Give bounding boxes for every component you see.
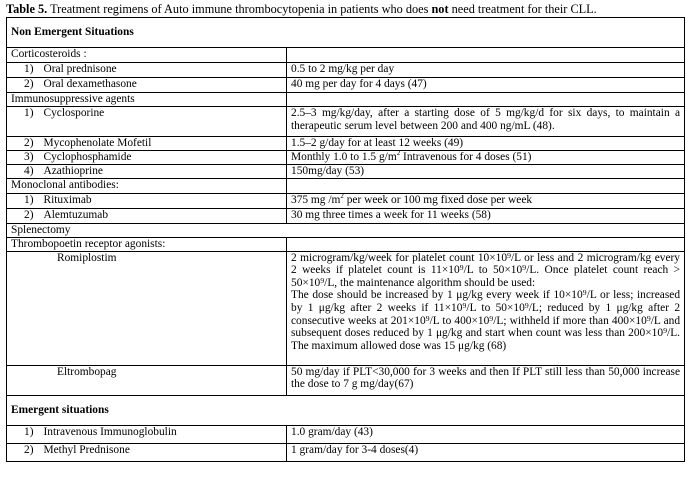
group-label: Thrombopoetin receptor agonists: bbox=[7, 238, 287, 252]
row-number: 1) bbox=[7, 425, 39, 443]
treatment-table bbox=[6, 17, 685, 462]
table-row bbox=[7, 425, 685, 443]
dose-value bbox=[287, 151, 685, 165]
superscript: 2 bbox=[396, 149, 401, 157]
drug-name: Mycophenolate Mofetil bbox=[39, 137, 287, 151]
empty-cell bbox=[287, 179, 685, 194]
dose-value: 1.5–2 g/day for at least 12 weeks (49) bbox=[287, 137, 685, 151]
drug-name: Methyl Prednisone bbox=[39, 443, 287, 461]
group-row-tpo bbox=[7, 238, 685, 252]
row-number: 2) bbox=[7, 209, 39, 224]
row-number: 1) bbox=[7, 107, 39, 137]
dose-value: 2.5–3 mg/kg/day, after a starting dose of 5 mg/kg/d for six days, to maintain a therapeutic serum level between 200 and 400 ng/mL (48). bbox=[287, 107, 685, 137]
dose-text: per week or 100 mg fixed dose per week bbox=[343, 194, 533, 206]
table-row bbox=[7, 165, 685, 179]
dose-value bbox=[287, 194, 685, 209]
dose-paragraph: The dose should be increased by 1 μg/kg every week if 10×10⁹/L or less; increased by 1 μg/kg after 2 weeks if 11×10⁹/L to 50×10⁹/L; reduced by 1 μg/kg after 2 consecutive weeks at 201×10⁹/L to 400×10⁹/L; withheld if more than 400×10⁹/L and subsequent doses reduced by 1 μg/kg and start when count was less than 200×10⁹/L. The maximum allowed dose was 15 μg/kg (68) bbox=[291, 289, 681, 352]
dose-value: 150mg/day (53) bbox=[287, 165, 685, 179]
row-number: 1) bbox=[7, 194, 39, 209]
section-row-non-emergent bbox=[7, 18, 685, 48]
section-row-emergent bbox=[7, 395, 685, 425]
table-row bbox=[7, 365, 685, 395]
drug-name: Oral dexamethasone bbox=[39, 78, 287, 93]
caption-bold-word: not bbox=[431, 2, 449, 16]
empty-cell bbox=[287, 48, 685, 63]
drug-name: Cyclophosphamide bbox=[39, 151, 287, 165]
drug-name: Azathioprine bbox=[39, 165, 287, 179]
dose-value: 30 mg three times a week for 11 weeks (58) bbox=[287, 209, 685, 224]
dose-text: Intravenous for 4 doses (51) bbox=[400, 151, 532, 163]
dose-value: 0.5 to 2 mg/kg per day bbox=[287, 63, 685, 78]
drug-name: Eltrombopag bbox=[7, 365, 287, 395]
section-heading: Non Emergent Situations bbox=[7, 18, 685, 48]
table-row bbox=[7, 194, 685, 209]
group-label: Immunosuppressive agents bbox=[7, 93, 287, 107]
table-row bbox=[7, 137, 685, 151]
drug-name: Rituximab bbox=[39, 194, 287, 209]
table-row bbox=[7, 151, 685, 165]
dose-value: 1 gram/day for 3-4 doses(4) bbox=[287, 443, 685, 461]
row-number: 2) bbox=[7, 137, 39, 151]
empty-cell bbox=[287, 93, 685, 107]
caption-text-after: need treatment for their CLL. bbox=[448, 2, 597, 16]
group-row-monoclonal bbox=[7, 179, 685, 194]
dose-value: 50 mg/day if PLT<30,000 for 3 weeks and then If PLT still less than 50,000 increase the dose to 7 g mg/day(67) bbox=[287, 365, 685, 395]
row-number: 3) bbox=[7, 151, 39, 165]
row-number: 2) bbox=[7, 78, 39, 93]
row-number: 2) bbox=[7, 443, 39, 461]
dose-text: 375 mg /m bbox=[291, 194, 341, 206]
dose-value: 1.0 gram/day (43) bbox=[287, 425, 685, 443]
row-number: 1) bbox=[7, 63, 39, 78]
group-row-splenectomy bbox=[7, 224, 685, 238]
caption-label: Table 5. bbox=[6, 2, 48, 16]
caption-text-before: Treatment regimens of Auto immune thrombocytopenia in patients who does bbox=[47, 2, 432, 16]
group-label: Monoclonal antibodies: bbox=[7, 179, 287, 194]
group-row-immunosuppressive bbox=[7, 93, 685, 107]
drug-name: Cyclosporine bbox=[39, 107, 287, 137]
table-row bbox=[7, 107, 685, 137]
section-heading: Emergent situations bbox=[7, 395, 685, 425]
empty-cell bbox=[287, 238, 685, 252]
drug-name: Oral prednisone bbox=[39, 63, 287, 78]
group-label: Corticosteroids : bbox=[7, 48, 287, 63]
table-row bbox=[7, 443, 685, 461]
drug-name: Intravenous Immunoglobulin bbox=[39, 425, 287, 443]
table-row bbox=[7, 78, 685, 93]
dose-value: 40 mg per day for 4 days (47) bbox=[287, 78, 685, 93]
table-row bbox=[7, 63, 685, 78]
group-label: Splenectomy bbox=[7, 224, 685, 238]
table-caption bbox=[6, 2, 597, 16]
dose-text: Monthly 1.0 to 1.5 g/m bbox=[291, 151, 397, 163]
table-row bbox=[7, 209, 685, 224]
drug-name: Romiplostim bbox=[7, 251, 287, 365]
row-number: 4) bbox=[7, 165, 39, 179]
superscript: 2 bbox=[340, 192, 344, 200]
table-row bbox=[7, 251, 685, 365]
group-row-corticosteroids bbox=[7, 48, 685, 63]
dose-value bbox=[287, 251, 685, 365]
drug-name: Alemtuzumab bbox=[39, 209, 287, 224]
dose-paragraph: 2 microgram/kg/week for platelet count 10×10⁹/L or less and 2 microgram/kg every 2 weeks if platelet count is 11×10⁹/L to 50×10⁹/L. Once platelet count reach > 50×10⁹/L, the maintenance algorithm should be used: bbox=[291, 251, 681, 289]
